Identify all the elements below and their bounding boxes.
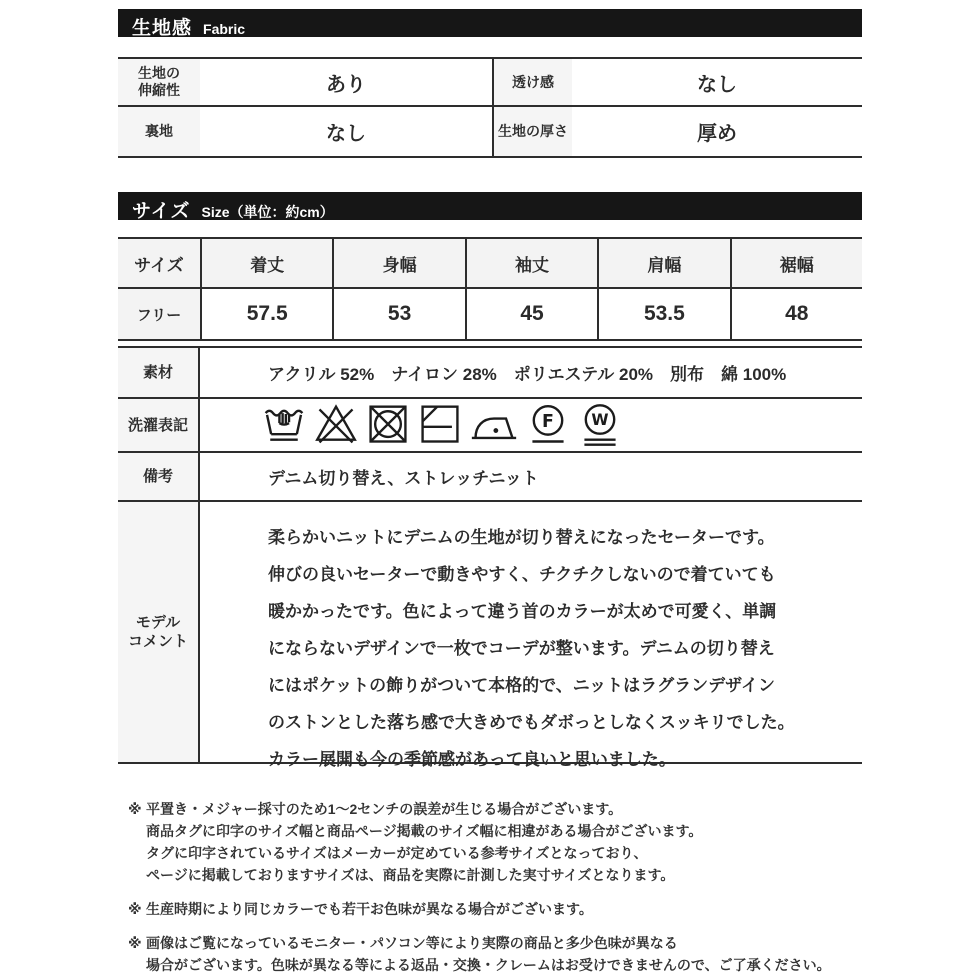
dry-clean-letter: F bbox=[542, 411, 554, 432]
size-value-sleeve: 45 bbox=[465, 289, 597, 339]
fabric-section-title: 生地感 bbox=[132, 18, 193, 39]
footnote-measurement bbox=[128, 798, 862, 886]
size-col-header-width: 身幅 bbox=[332, 239, 464, 289]
size-section-subtitle: Size（単位：約cm） bbox=[201, 204, 334, 220]
fabric-section-subtitle: Fabric bbox=[203, 21, 246, 37]
footnote-line: 画像はご覧になっているモニター・パソコン等により実際の商品と多少色味が異なる bbox=[146, 935, 678, 951]
model-comment-line: のストンとした落ち感で大きめでもダボっとしなくスッキリでした。 bbox=[268, 713, 795, 732]
remarks-value: デニム切り替え、ストレッチニット bbox=[200, 453, 862, 502]
fabric-label-stretch-line1: 生地の bbox=[138, 65, 180, 81]
size-col-header-length: 着丈 bbox=[200, 239, 332, 289]
material-value: アクリル 52% ナイロン 28% ポリエステル 20% 別布 綿 100% bbox=[200, 348, 862, 399]
footnote-line: 平置き・メジャー採寸のため1〜2センチの誤差が生じる場合がございます。 bbox=[146, 801, 623, 817]
fabric-label-lining bbox=[118, 107, 200, 156]
model-comment-line: 柔らかいニットにデニムの生地が切り替えになったセーターです。 bbox=[268, 528, 775, 547]
footnote-line: タグに印字されているサイズはメーカーが定めている参考サイズとなっており、 bbox=[146, 845, 648, 861]
fabric-label-stretch bbox=[118, 59, 200, 107]
footnote-line: ページに掲載しておりますサイズは、商品を実際に計測した実寸サイズとなります。 bbox=[146, 867, 675, 883]
dry-clean-petroleum-F-icon bbox=[526, 401, 570, 449]
size-value-width: 53 bbox=[332, 289, 464, 339]
model-comment-label bbox=[118, 502, 200, 762]
model-comment-line: にならないデザインで一枚でコーデが整います。デニムの切り替え bbox=[268, 639, 775, 658]
wet-clean-letter: W bbox=[591, 411, 609, 429]
fabric-value-lining: なし bbox=[326, 123, 366, 145]
hand-wash-icon bbox=[262, 401, 306, 449]
footnote-line: 場合がございます。色味が異なる等による返品・交換・クレームはお受けできませんので、ご了承ください。 bbox=[146, 957, 831, 973]
fabric-section-header bbox=[118, 9, 862, 37]
wet-clean-W-icon bbox=[578, 401, 622, 449]
care-symbols-row bbox=[200, 399, 862, 453]
size-value-hem: 48 bbox=[730, 289, 862, 339]
size-table bbox=[118, 237, 862, 341]
no-bleach-icon bbox=[314, 401, 358, 449]
size-col-header-hem: 裾幅 bbox=[730, 239, 862, 289]
footnote-mark: ※ bbox=[128, 901, 142, 917]
fabric-value-stretch: あり bbox=[200, 59, 492, 107]
footnote-monitor-color bbox=[128, 932, 862, 976]
model-comment-label-line2: コメント bbox=[127, 633, 188, 650]
size-col-header-sleeve: 袖丈 bbox=[465, 239, 597, 289]
size-col-header-size: サイズ bbox=[118, 239, 200, 289]
model-comment-line: 暖かかったです。色によって違う首のカラーが太めで可愛く、単調 bbox=[268, 602, 777, 621]
no-tumble-dry-icon bbox=[366, 401, 410, 449]
fabric-label-thickness: 生地の厚さ bbox=[492, 107, 572, 156]
fabric-table bbox=[118, 57, 862, 158]
size-value-shoulder: 53.5 bbox=[597, 289, 729, 339]
footnote-mark: ※ bbox=[128, 801, 142, 817]
care-label: 洗濯表記 bbox=[118, 399, 200, 453]
footnote-line: 商品タグに印字のサイズ幅と商品ページ掲載のサイズ幅に相違がある場合がございます。 bbox=[146, 823, 703, 839]
model-comment-line: 伸びの良いセーターで動きやすく、チクチクしないので着ていても bbox=[268, 565, 776, 584]
details-table bbox=[118, 346, 862, 769]
fabric-label-lining-line1: 裏地 bbox=[145, 123, 173, 139]
footnote-lines bbox=[146, 898, 593, 920]
model-comment-line: にはポケットの飾りがついて本格的で、ニットはラグランデザイン bbox=[268, 676, 775, 695]
footnote-line: 生産時期により同じカラーでも若干お色味が異なる場合がございます。 bbox=[146, 901, 593, 917]
model-comment-text bbox=[200, 502, 862, 769]
size-col-header-shoulder: 肩幅 bbox=[597, 239, 729, 289]
flat-dry-in-shade-icon bbox=[418, 401, 462, 449]
footnote-mark: ※ bbox=[128, 935, 142, 951]
model-comment-label-line1: モデル bbox=[135, 614, 181, 631]
size-value-length: 57.5 bbox=[200, 289, 332, 339]
remarks-label: 備考 bbox=[118, 453, 200, 502]
size-section-title: サイズ bbox=[132, 201, 191, 222]
size-section-header bbox=[118, 192, 862, 220]
iron-low-heat-icon bbox=[470, 401, 518, 449]
size-row-label-free: フリー bbox=[118, 289, 200, 339]
model-comment-line: カラー展開も今の季節感があって良いと思いました。 bbox=[268, 750, 676, 769]
footnote-production-color bbox=[128, 898, 862, 920]
fabric-label-stretch-line2: 伸縮性 bbox=[138, 82, 180, 98]
material-label: 素材 bbox=[118, 348, 200, 399]
product-spec-page bbox=[118, 0, 862, 976]
fabric-value-thickness: 厚め bbox=[697, 123, 737, 145]
footnotes bbox=[128, 798, 862, 976]
fabric-value-sheerness: なし bbox=[572, 59, 862, 107]
footnote-lines bbox=[146, 932, 831, 976]
fabric-label-sheerness: 透け感 bbox=[492, 59, 572, 107]
footnote-lines bbox=[146, 798, 702, 886]
